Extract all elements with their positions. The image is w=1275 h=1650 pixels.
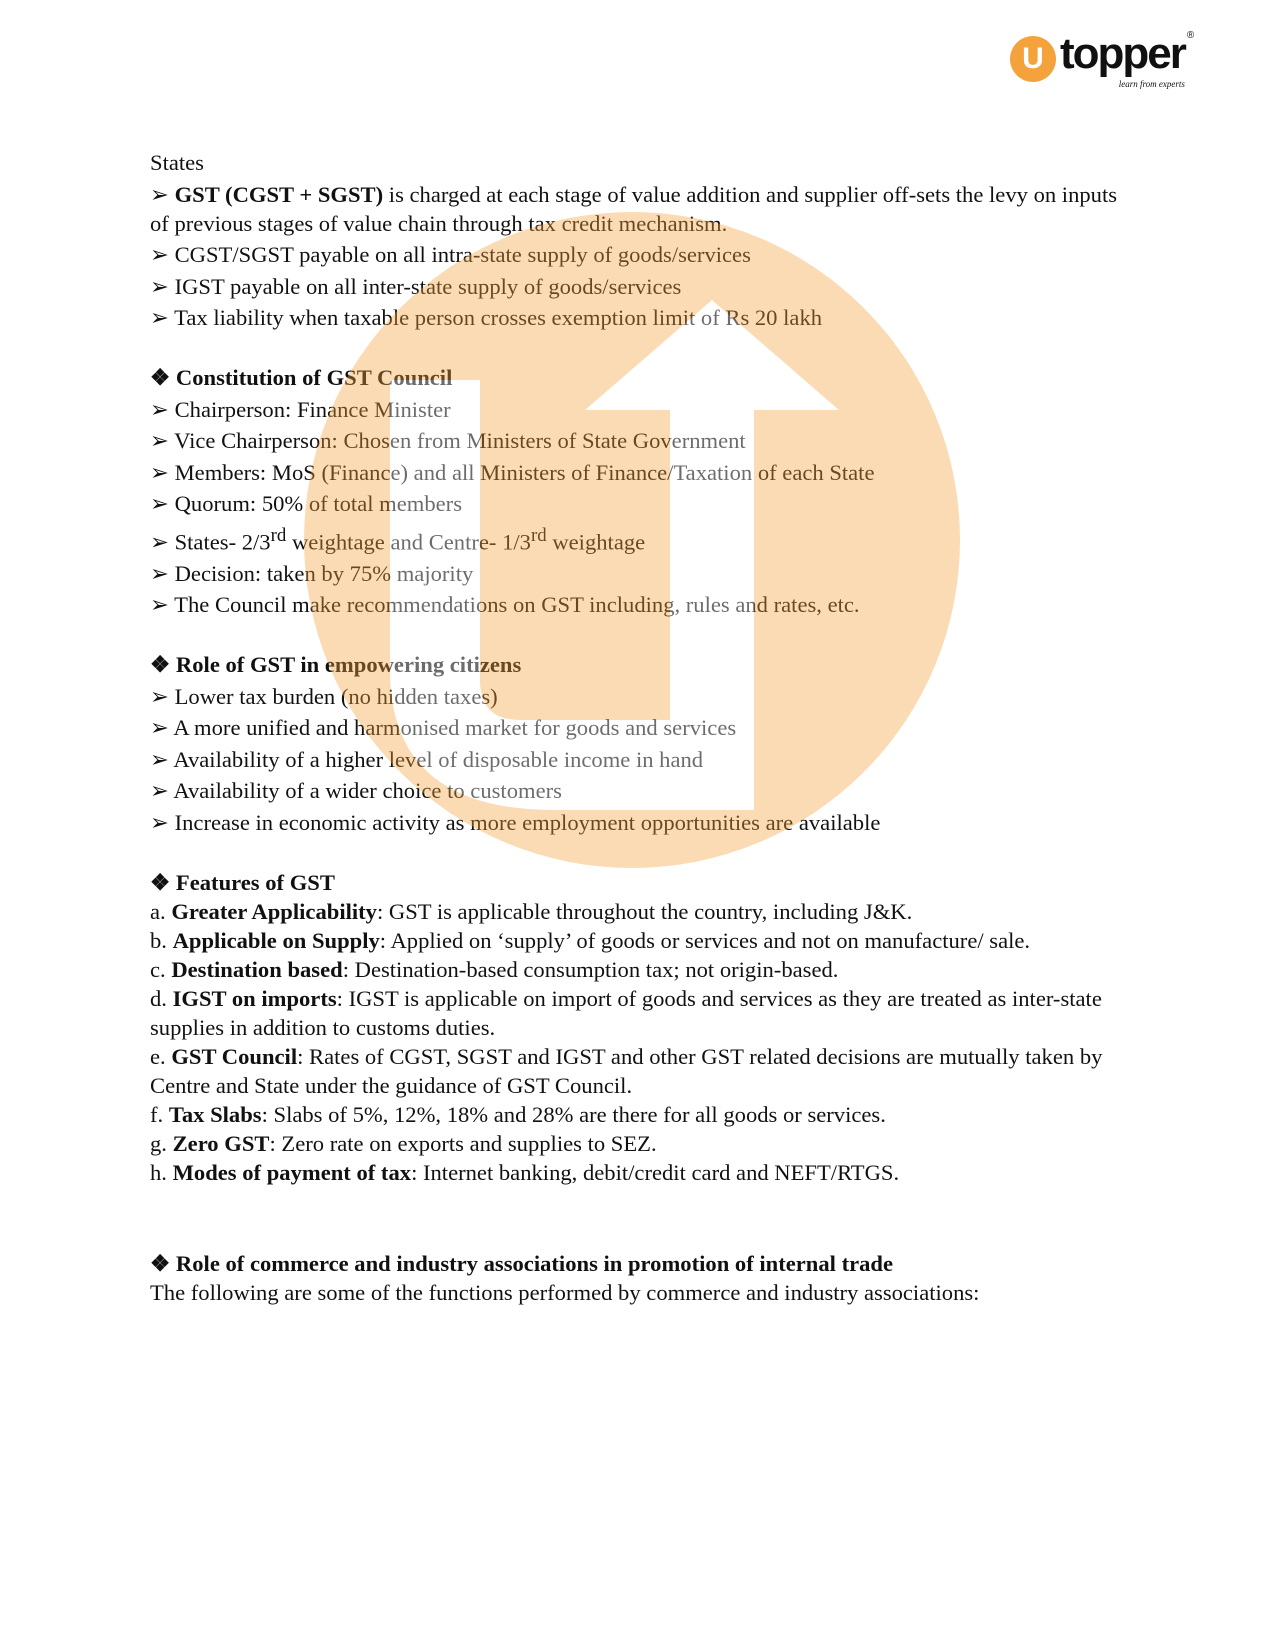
item-text: A more unified and harmonised market for goods and services [173,715,737,741]
feature-item [150,1129,1140,1158]
item-text: : Internet banking, debit/credit card and NEFT/RTGS. [411,1159,900,1185]
document-body [150,148,1140,1307]
item-bold: Greater Applicability [171,898,377,924]
item-text: Decision: taken by 75% majority [174,560,474,586]
weightage-text: weightage and Centre- 1/3 [286,529,531,555]
bullet-bold: GST (CGST + SGST) [174,181,384,207]
item-bold: Modes of payment of tax [172,1159,412,1185]
council-item [150,556,1140,588]
council-item [150,455,1140,487]
item-text: : Zero rate on exports and supplies to SEZ. [269,1130,657,1156]
superscript: rd [270,524,287,546]
logo-wordmark [1060,30,1185,90]
item-prefix: e. [150,1043,172,1069]
item-text: : Destination-based consumption tax; not origin-based. [342,956,839,982]
bullet-text: is charged at each stage of value addition and supplier off-sets the levy on inputs of previous stages of value chain through tax credit mechanism. [150,181,1118,236]
council-item [150,424,1140,456]
topper-logo [1010,30,1194,90]
bullet-text: Tax liability when taxable person crosses exemption limit of Rs 20 lakh [174,305,823,330]
feature-item [150,984,1140,1042]
arrow-bullet-icon: ➢ [150,491,175,516]
feature-item [150,1100,1140,1129]
council-item [150,518,1140,556]
council-item [150,588,1140,620]
item-prefix: b. [150,927,173,953]
item-prefix: a. [150,898,172,924]
item-text: Increase in economic activity as more employment opportunities are available [174,809,881,835]
diamond-bullet-icon: ❖ [150,1250,171,1276]
gst-bullet [150,177,1140,238]
item-text: Availability of a higher level of disposable income in hand [173,746,704,772]
arrow-bullet-icon: ➢ [150,273,175,299]
arrow-bullet-icon: ➢ [150,560,175,586]
feature-item [150,955,1140,984]
feature-item [150,1042,1140,1100]
weightage-text: States- 2/3 [174,529,271,555]
item-prefix: f. [150,1101,169,1127]
arrow-bullet-icon: ➢ [150,529,175,555]
item-text: Lower tax burden (no hidden taxes) [174,683,498,709]
item-prefix: c. [150,956,172,982]
arrow-bullet-icon: ➢ [150,809,175,835]
intro-text: States [150,150,204,175]
role-item [150,742,1140,774]
logo-tagline: learn from experts [1118,79,1185,89]
gst-bullet [150,238,1140,270]
arrow-bullet-icon: ➢ [150,305,175,330]
arrow-bullet-icon: ➢ [150,746,174,772]
council-item [150,487,1140,519]
item-bold: GST Council [171,1043,298,1069]
bullet-text: CGST/SGST payable on all intra-state supply of goods/services [174,242,751,267]
item-text: Vice Chairperson: Chosen from Ministers of State Government [174,428,746,453]
arrow-bullet-icon: ➢ [150,181,175,207]
item-text: : Applied on ‘supply’ of goods or services and not on manufacture/ sale. [379,927,1031,953]
role-heading [150,650,1140,679]
role-item [150,774,1140,806]
registered-mark: ® [1186,30,1195,41]
item-bold: IGST on imports [172,985,337,1011]
role-item [150,679,1140,711]
heading-text: Constitution of GST Council [175,365,453,390]
associations-heading [150,1249,1140,1278]
arrow-bullet-icon: ➢ [150,459,175,485]
arrow-bullet-icon: ➢ [150,715,174,741]
feature-item [150,926,1140,955]
role-item [150,711,1140,743]
arrow-bullet-icon: ➢ [150,242,175,267]
logo-mark: U [1010,36,1056,82]
item-bold: Tax Slabs [168,1101,262,1127]
item-prefix: h. [150,1159,173,1185]
item-text: : Slabs of 5%, 12%, 18% and 28% are there for all goods or services. [261,1101,886,1127]
weightage-text: weightage [546,529,646,555]
arrow-bullet-icon: ➢ [150,428,175,453]
item-text: : GST is applicable throughout the country, including J&K. [376,898,913,924]
item-text: : Rates of CGST, SGST and IGST and other GST related decisions are mutually taken by Centre and State under the guidance of GST Council. [150,1043,1103,1098]
feature-item [150,897,1140,926]
item-text: Chairperson: Finance Minister [174,396,451,422]
role-item [150,805,1140,837]
diamond-bullet-icon: ❖ [150,869,171,895]
gst-bullet [150,269,1140,301]
arrow-bullet-icon: ➢ [150,396,175,422]
superscript: rd [530,524,547,546]
item-bold: Destination based [171,956,343,982]
heading-text: Role of GST in empowering citizens [175,652,522,678]
item-text: Quorum: 50% of total members [174,491,462,516]
features-heading [150,868,1140,897]
gst-bullet [150,301,1140,333]
council-item [150,392,1140,424]
bullet-text: IGST payable on all inter-state supply of goods/services [174,273,682,299]
item-text: Members: MoS (Finance) and all Ministers of Finance/Taxation of each State [174,459,875,485]
item-text: The Council make recommendations on GST including, rules and rates, etc. [174,592,860,618]
diamond-bullet-icon: ❖ [150,365,171,390]
logo-name: topper [1060,29,1185,78]
council-heading [150,363,1140,392]
heading-text: Role of commerce and industry associations in promotion of internal trade [175,1250,894,1276]
feature-item [150,1158,1140,1187]
item-text: : IGST is applicable on import of goods and services as they are treated as inter-state supplies in addition to customs duties. [150,985,1102,1040]
item-text: Availability of a wider choice to customers [173,778,562,804]
item-bold: Applicable on Supply [172,927,380,953]
item-bold: Zero GST [172,1130,270,1156]
arrow-bullet-icon: ➢ [150,592,175,618]
diamond-bullet-icon: ❖ [150,652,171,678]
arrow-bullet-icon: ➢ [150,778,174,804]
heading-text: Features of GST [175,869,335,895]
associations-text: The following are some of the functions performed by commerce and industry associations: [150,1279,980,1305]
item-prefix: d. [150,985,173,1011]
arrow-bullet-icon: ➢ [150,683,175,709]
item-prefix: g. [150,1130,173,1156]
